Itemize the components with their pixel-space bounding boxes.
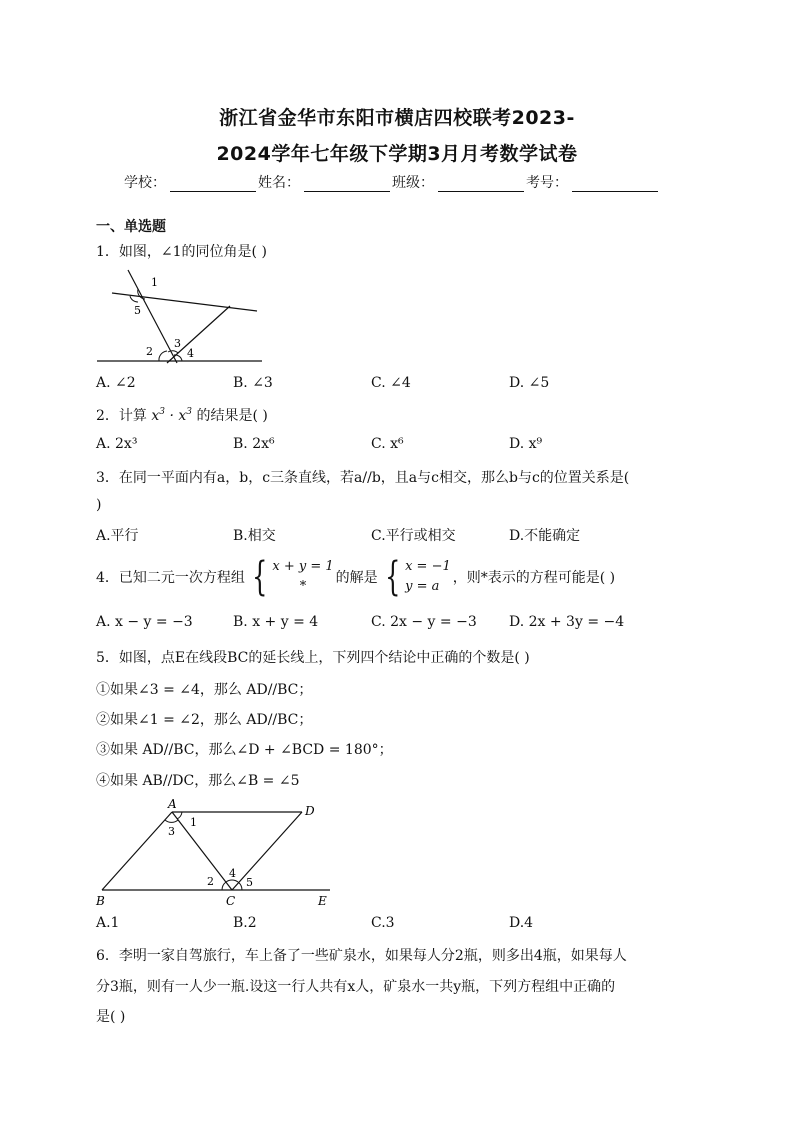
school-label: 学校： bbox=[124, 175, 166, 191]
q2-stem bbox=[96, 405, 268, 425]
q1-option-a[interactable]: A. ∠2 bbox=[96, 375, 136, 391]
q5-label-5: 5 bbox=[246, 876, 253, 889]
q2-stem-prefix: 2．计算 bbox=[96, 408, 147, 424]
q2-option-d[interactable]: D. x⁹ bbox=[509, 436, 543, 452]
q6-stem-line3: 是( ) bbox=[96, 1009, 126, 1025]
exam-number-field[interactable] bbox=[526, 172, 660, 192]
q1-label-3: 3 bbox=[174, 337, 181, 350]
q4-option-b[interactable]: B. x + y = 4 bbox=[233, 614, 319, 630]
q4-sys1-line1: x + y = 1 bbox=[272, 559, 334, 574]
q3-stem: 3．在同一平面内有a，b，c三条直线，若a//b，且a与c相交，那么b与c的位置关系是( bbox=[96, 470, 630, 486]
q2-option-b[interactable]: B. 2x⁶ bbox=[233, 436, 275, 452]
q2-expression: $x^3 \cdot x^3$ bbox=[151, 407, 192, 424]
q5-option-a[interactable]: A.1 bbox=[96, 915, 120, 931]
q6-stem-line1: 6．李明一家自驾旅行，车上备了一些矿泉水，如果每人分2瓶，则多出4瓶，如果每人 bbox=[96, 948, 627, 964]
exam-title-line2: 2024学年七年级下学期3月月考数学试卷 bbox=[216, 143, 578, 165]
q5-item-2: ②如果∠1 = ∠2，那么 AD//BC； bbox=[96, 712, 313, 728]
q5-label-A: A bbox=[168, 797, 177, 811]
q5-item-1: ①如果∠3 = ∠4，那么 AD//BC； bbox=[96, 682, 313, 698]
name-label: 姓名： bbox=[258, 175, 300, 191]
q1-option-d[interactable]: D. ∠5 bbox=[509, 375, 550, 391]
q4-stem bbox=[96, 554, 616, 600]
q5-label-B: B bbox=[96, 894, 105, 908]
q4-solution-system bbox=[380, 554, 451, 600]
exam-number-label: 考号： bbox=[526, 175, 568, 191]
name-blank[interactable] bbox=[304, 177, 390, 192]
section-title: 一、单选题 bbox=[96, 219, 166, 235]
q1-stem: 1．如图，∠1的同位角是( ) bbox=[96, 244, 267, 260]
q4-option-c[interactable]: C. 2x − y = −3 bbox=[371, 614, 477, 630]
brace-icon: { bbox=[252, 554, 268, 600]
q5-label-1: 1 bbox=[190, 816, 197, 829]
q5-label-4: 4 bbox=[229, 867, 236, 880]
q5-label-C: C bbox=[226, 894, 236, 908]
q4-sys2-line2: y = a bbox=[405, 579, 440, 594]
q5-item-4: ④如果 AB//DC，那么∠B = ∠5 bbox=[96, 773, 300, 789]
q2-stem-suffix: 的结果是( ) bbox=[196, 408, 268, 424]
exam-title-line1: 浙江省金华市东阳市横店四校联考2023- bbox=[219, 107, 575, 129]
q3-option-c[interactable]: C.平行或相交 bbox=[371, 528, 456, 544]
q1-option-c[interactable]: C. ∠4 bbox=[371, 375, 411, 391]
q3-stem-continued: ) bbox=[96, 497, 102, 513]
q4-option-a[interactable]: A. x − y = −3 bbox=[96, 614, 193, 630]
q5-figure bbox=[92, 796, 337, 908]
q5-label-2: 2 bbox=[207, 875, 214, 888]
q4-sys1-line2: * bbox=[299, 579, 307, 594]
q3-option-d[interactable]: D.不能确定 bbox=[509, 528, 581, 544]
q5-option-d[interactable]: D.4 bbox=[509, 915, 534, 931]
class-blank[interactable] bbox=[438, 177, 524, 192]
q6-stem-line2: 分3瓶，则有一人少一瓶.设这一行人共有x人，矿泉水一共y瓶，下列方程组中正确的 bbox=[96, 979, 616, 995]
q4-stem-prefix: 4．已知二元一次方程组 bbox=[96, 570, 245, 586]
q4-equation-system bbox=[247, 554, 334, 600]
q1-figure bbox=[92, 268, 267, 366]
q3-option-b[interactable]: B.相交 bbox=[233, 528, 276, 544]
q5-label-3: 3 bbox=[168, 825, 175, 838]
q5-option-b[interactable]: B.2 bbox=[233, 915, 257, 931]
q5-label-E: E bbox=[318, 894, 327, 908]
q5-option-c[interactable]: C.3 bbox=[371, 915, 395, 931]
name-field[interactable] bbox=[258, 172, 392, 192]
q1-option-b[interactable]: B. ∠3 bbox=[233, 375, 273, 391]
q1-label-5: 5 bbox=[134, 304, 141, 317]
brace-icon: { bbox=[384, 554, 401, 600]
q4-option-d[interactable]: D. 2x + 3y = −4 bbox=[509, 614, 625, 630]
q1-label-1: 1 bbox=[151, 276, 158, 289]
class-label: 班级： bbox=[392, 175, 434, 191]
q3-option-a[interactable]: A.平行 bbox=[96, 528, 139, 544]
q5-stem: 5．如图，点E在线段BC的延长线上，下列四个结论中正确的个数是( ) bbox=[96, 650, 530, 666]
q2-option-a[interactable]: A. 2x³ bbox=[96, 436, 138, 452]
q4-sys2-line1: x = −1 bbox=[405, 559, 451, 574]
q5-label-D: D bbox=[305, 804, 315, 818]
class-field[interactable] bbox=[392, 172, 526, 192]
q4-stem-mid: 的解是 bbox=[335, 570, 378, 586]
school-field[interactable] bbox=[124, 172, 258, 192]
q1-label-4: 4 bbox=[187, 347, 194, 360]
school-blank[interactable] bbox=[170, 177, 256, 192]
q2-option-c[interactable]: C. x⁶ bbox=[371, 436, 404, 452]
exam-number-blank[interactable] bbox=[572, 177, 658, 192]
student-info-row bbox=[124, 172, 684, 192]
q5-item-3: ③如果 AD//BC，那么∠D + ∠BCD = 180°； bbox=[96, 742, 393, 758]
q4-stem-suffix: ，则*表示的方程可能是( ) bbox=[452, 570, 616, 586]
q1-label-2: 2 bbox=[146, 345, 153, 358]
